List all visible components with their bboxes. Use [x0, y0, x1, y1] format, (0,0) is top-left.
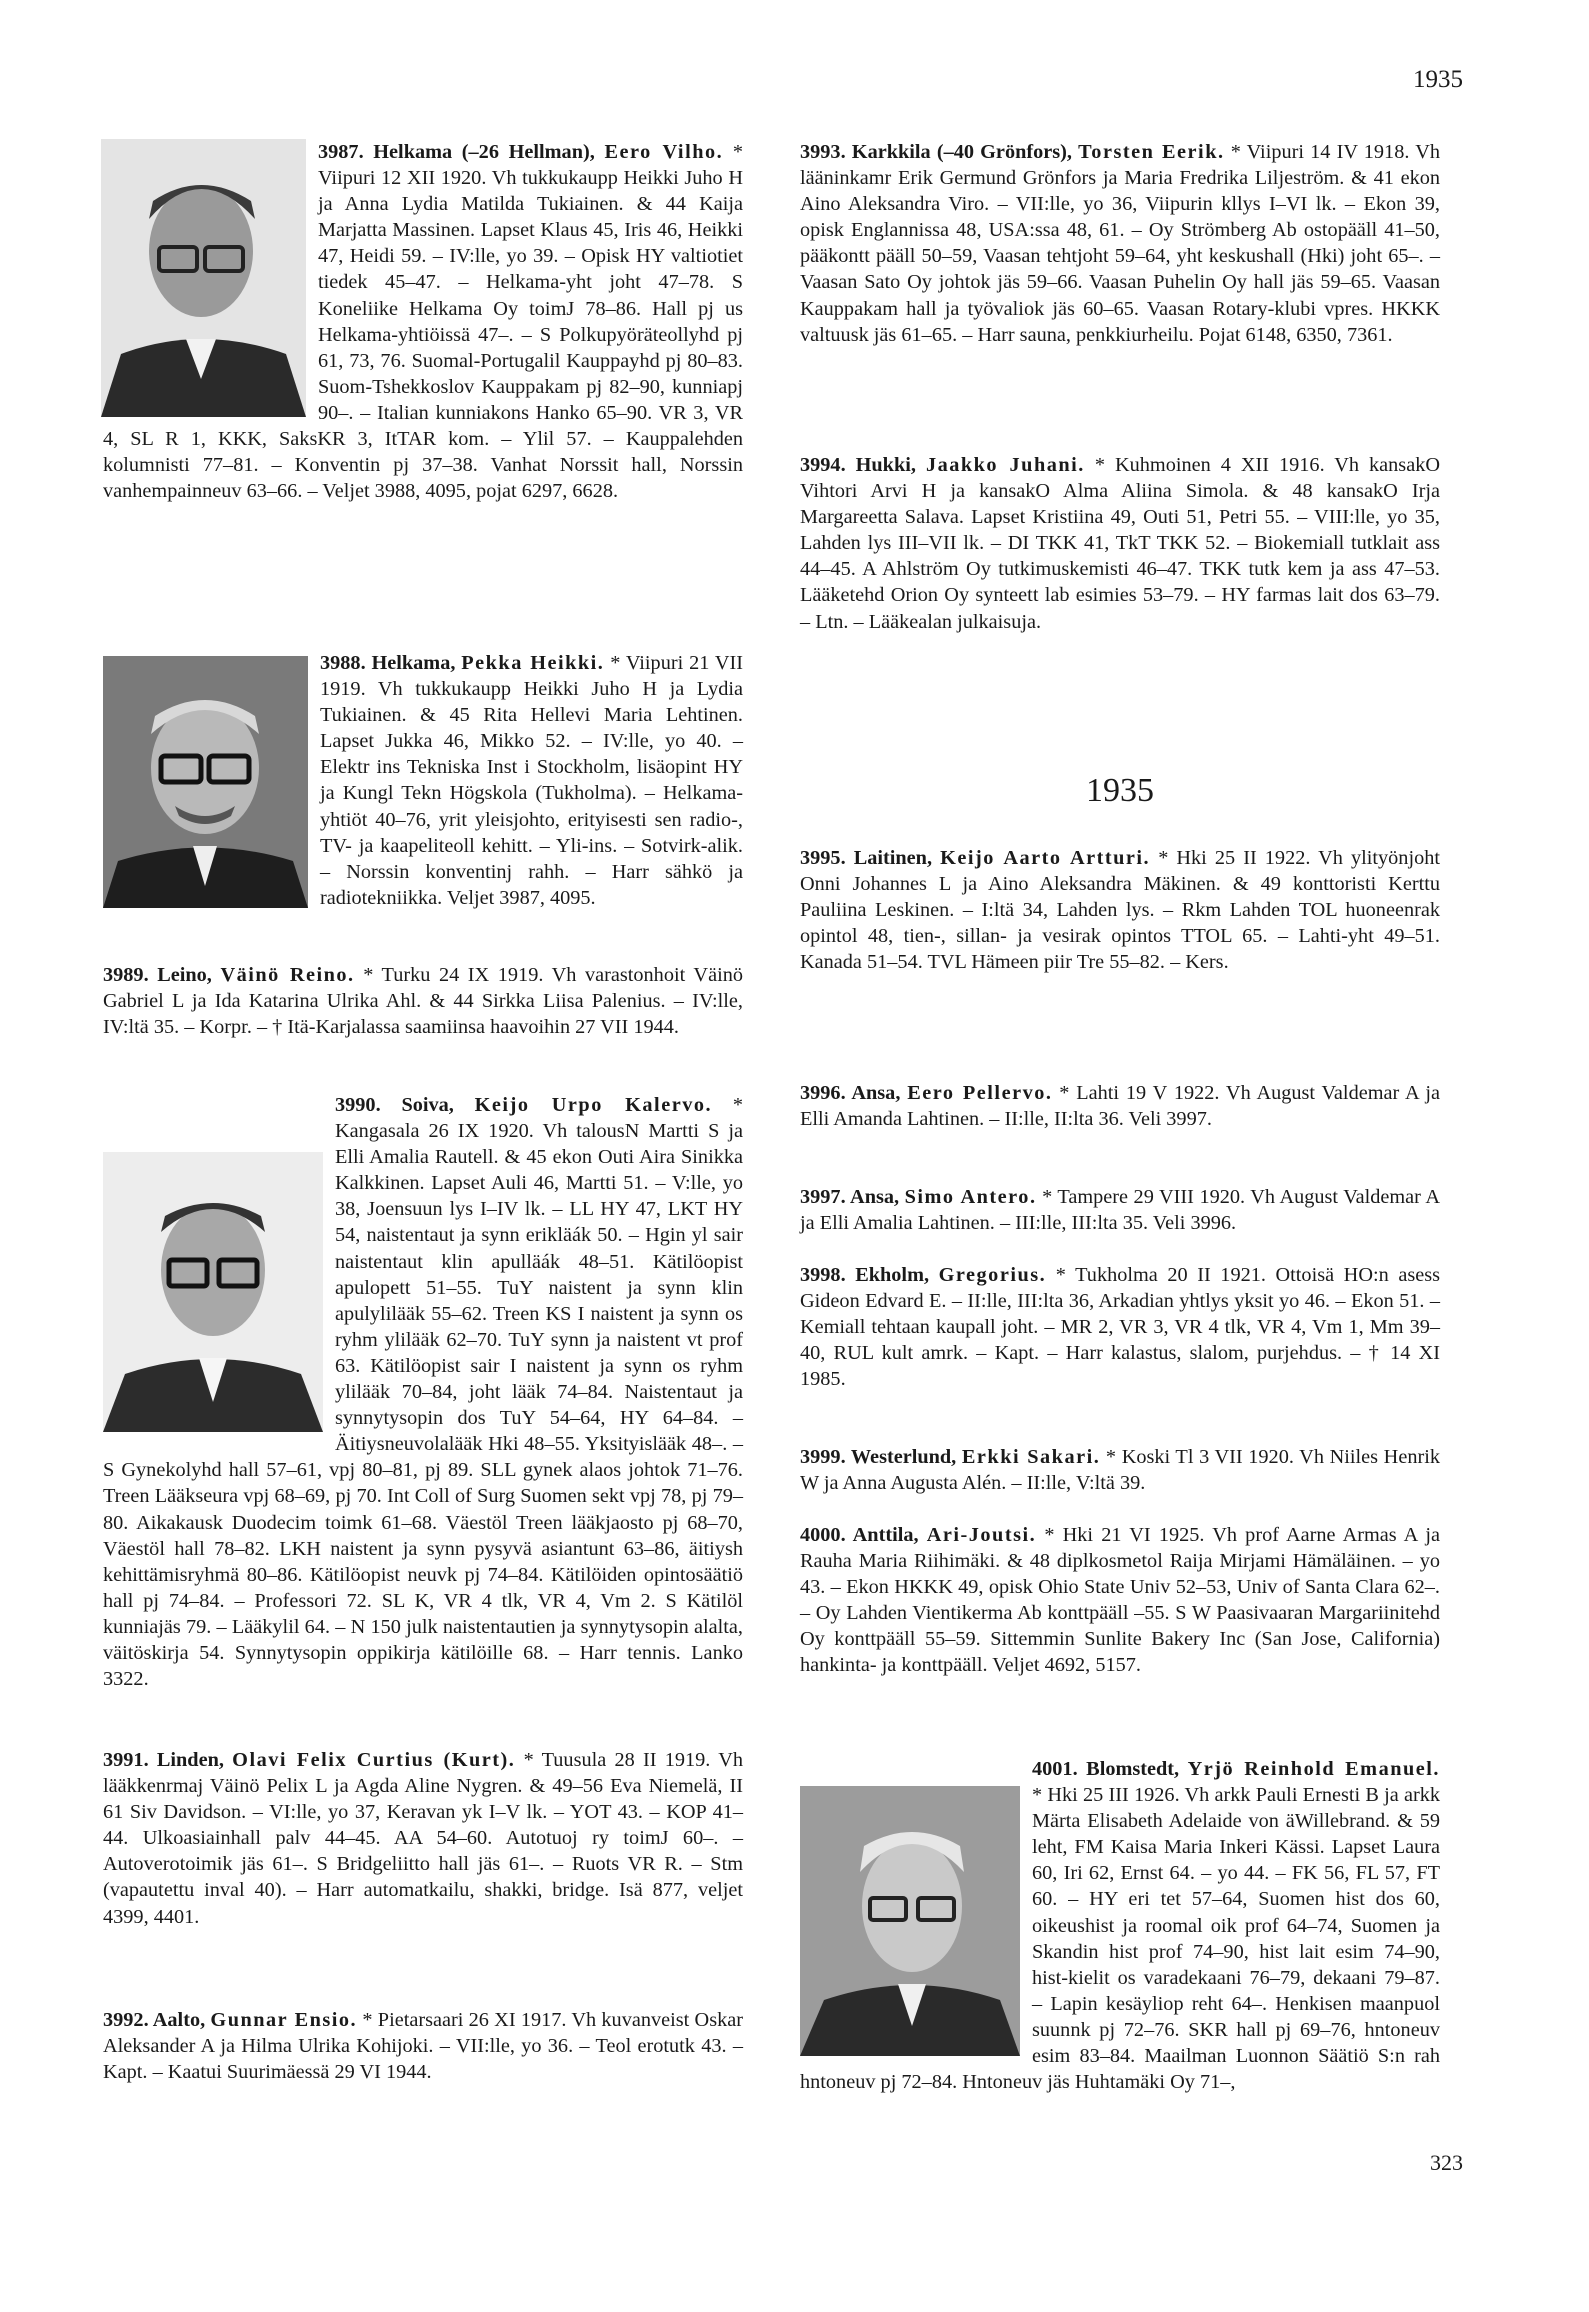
entry-heading-name: Gregorius. — [938, 1264, 1047, 1286]
entry-3995 — [800, 845, 1440, 975]
entry-heading: 3993. Karkkila (–40 Grönfors), — [800, 141, 1079, 163]
entry-heading: 3995. Laitinen, — [800, 847, 941, 869]
section-year-heading: 1935 — [1086, 772, 1154, 809]
entry-heading-name: Keijo Aarto Artturi. — [940, 847, 1151, 869]
entry-heading-name: Torsten Eerik. — [1078, 141, 1225, 163]
portrait-photo — [101, 139, 306, 417]
entry-text: * Tukholma 20 II 1921. Ottoisä HO:n asess Gideon Edvard E. – II:lle, III:lta 36, Arkadian yhtlys yksit yo 46. – Ekon 51. – Kemiall tehtaan kaupall joht. – MR 2, VR 3, VR 4 tlk, VR 4, Vm 1, Mm 39–40, RUL kult amrk. – Kapt. – Harr kalastus, slalom, purjehdus. – † 14 XI 1985. — [800, 1264, 1440, 1391]
entry-heading: 3992. Aalto, — [103, 2009, 211, 2031]
entry-heading: 3998. Ekholm, — [800, 1264, 939, 1286]
entry-heading: 3990. Soiva, — [335, 1094, 475, 1116]
entry-text: * Viipuri 12 XII 1920. Vh tukkukaupp Heikki Juho H ja Anna Lydia Matilda Tukiainen. & 44 Kaija Marjatta Massinen. Lapset Klaus 45, Iris 46, Heikki 47, Heidi 59. – IV:lle, yo 39. – Opisk HY valtiotiet tiedek 45–47. – Helkama-yht joht 47–78. S Koneliike Helkama Oy toimJ 78–86. Hall pj us Helkama-yhtiöissä 47–. – S Polkupyöräteollyhd pj 61, 73, 76. Suomal-Portugalil Kauppayhd pj 80–83. Suom-Tshekkoslov Kauppakam pj 82–90, kunniapj 90–. – Italian kunniakons Hanko 65–90. VR 3, VR 4, SL R 1, KKK, SaksKR 3, ItTAR kom. – Ylil 57. – Kauppalehden kolumnisti 77–81. – Konventin pj 37–38. Vanhat Norssit hall, Norssin vanhempainneuv 63–66. – Veljet 3988, 4095, pojat 6297, 6628. — [103, 141, 743, 503]
entry-heading-name: Ari-Joutsi. — [926, 1524, 1037, 1546]
entry-text: * Hki 25 II 1922. Vh ylityönjoht Onni Johannes L ja Aino Aleksandra Mäkinen. & 49 konttoristi Kerttu Pauliina Leskinen. – I:ltä 34, Lahden lys. – Rkm Lahden TOL huoneenrak opintol 48, tien-, sillan- ja vesirak opintos TTOL 65. – Lahti-yht 49–51. Kanada 51–54. TVL Hämeen piir Tre 55–82. – Kers. — [800, 847, 1440, 974]
entry-heading-name: Erkki Sakari. — [961, 1446, 1101, 1468]
entry-heading-name: Pekka Heikki. — [461, 652, 605, 674]
entry-heading-name: Väinö Reino. — [220, 964, 355, 986]
entry-text: * Hki 21 VI 1925. Vh prof Aarne Armas A ja Rauha Maria Riihimäki. & 48 diplkosmetol Raija Mirjami Hämäläinen. – yo 43. – Ekon HKKK 49, opisk Ohio State Univ 52–53, Univ of Santa Clara 62–. – Oy Lahden Vientikerma Ab konttpääll –55. S W Paasivaaran Margariinitehd Oy konttpääll 55–59. Sittemmin Sunlite Bakery Inc (San Jose, California) hankinta- ja konttpääll. Veljet 4692, 5157. — [800, 1524, 1440, 1677]
entry-heading: 3999. Westerlund, — [800, 1446, 962, 1468]
entry-3999 — [800, 1444, 1440, 1496]
entry-3990 — [103, 1092, 743, 1692]
entry-3994 — [800, 452, 1440, 635]
entry-text: * Tampere 29 VIII 1920. Vh August Valdemar A ja Elli Amalia Lahtinen. – III:lle, III:lta 35. Veli 3996. — [800, 1186, 1441, 1235]
portrait-photo — [800, 1786, 1020, 2056]
page-year-header: 1935 — [1413, 66, 1463, 93]
entry-heading-name: Simo Antero. — [904, 1186, 1037, 1208]
entry-4001 — [800, 1756, 1440, 2095]
entry-text: * Hki 25 III 1926. Vh arkk Pauli Ernesti B ja arkk Märta Elisabeth Adelaide von äWillebrand. & 59 leht, FM Kaisa Maria Inkeri Kässi. Lapset Laura 60, Iri 62, Ernst 64. – yo 44. – FK 56, FL 57, FT 60. – HY eri tet 57–64, Suomen hist dos 60, oikeushist ja roomal oik prof 64–74, Suomen ja Skandin hist prof 74–90, hist lait esim 74–90, hist-kielit os varadekaani 76–79, dekaani 79–87. – Lapin kesäyliop reht 64–. Henkisen maanpuol suunnk pj 72–76. SKR hall pj 69–76, hntoneuv esim 83–84. Maailman Luonnon Säätiö S:n rah hntoneuv pj 72–84. Hntoneuv jäs Huhtamäki Oy 71–, — [800, 1784, 1440, 2094]
entry-heading: 3991. Linden, — [103, 1749, 233, 1771]
entry-heading: 4000. Anttila, — [800, 1524, 927, 1546]
portrait-photo — [103, 656, 308, 908]
entry-3998 — [800, 1262, 1440, 1392]
entry-heading: 3987. Helkama (–26 Hellman), — [318, 141, 605, 163]
entry-3989 — [103, 962, 743, 1040]
entry-heading: 4001. Blomstedt, — [1032, 1758, 1188, 1780]
entry-heading: 3994. Hukki, — [800, 454, 926, 476]
entry-heading-name: Keijo Urpo Kalervo. — [474, 1094, 713, 1116]
entry-heading: 3997. Ansa, — [800, 1186, 905, 1208]
entry-3991 — [103, 1747, 743, 1930]
entry-3992 — [103, 2007, 743, 2085]
entry-text: * Koski Tl 3 VII 1920. Vh Niiles Henrik W ja Anna Augusta Alén. – II:lle, V:ltä 39. — [800, 1446, 1440, 1495]
entry-3988 — [103, 650, 743, 912]
entry-3993 — [800, 139, 1440, 348]
entry-text: * Kangasala 26 IX 1920. Vh talousN Martti S ja Elli Amalia Rautell. & 45 ekon Outi Aira Sinikka Kalkkinen. Lapset Auli 46, Martti 51. – V:lle, yo 38, Joensuun lys I–IV lk. – LL HY 47, LKT HY 54, naistentaut ja synn erikläák 50. – Hgin yl sair naistentaut klin apulläák 48–51. Kätilöopist apulopett 51–55. TuY naistent ja synn klin apulylilääk 55–62. Treen KS I naistent ja synn os ryhm ylilääk 62–70. TuY synn ja naistent vt prof 63. Kätilöopist sair I naistent ja synn os ryhm ylilääk 70–84, joht lääk 74–84. Naistentaut ja synnytysopin dos TuY 54–64, HY 64–84. – Äitiysneuvolalääk Hki 48–55. Yksityislääk 48–. – S Gynekolyhd hall 57–61, vpj 80–81, pj 89. SLL gynek alaos johtok 71–76. Treen Lääkseura vpj 68–69, pj 70. Int Coll of Surg Suomen sekt vpj 78, pj 79–80. Aikakausk Duodecim toimk 61–68. Väestöl Treen lääkjaosto pj 68–70, Väestöl hall 78–82. LKH naistent ja synn pysyvä asiantunt 63–86, äitiysh kehittämisryhmä 80–86. Kätilöopist neuvk pj 74–84. Kätilöiden opintosäätiö hall pj 74–84. – Professori 72. SL K, VR 4 tlk, VR 4, Vm 2. S Kätilöl kunniajäs 79. – Lääkylil 64. – N 150 julk naistentautien ja synnytysopin alalta, väitöskirja 54. Synnytysopin oppikirja kätilöille 68. – Harr tennis. Lanko 3322. — [103, 1094, 743, 1691]
page-number: 323 — [1430, 2150, 1463, 2175]
entry-text: * Kuhmoinen 4 XII 1916. Vh kansakO Vihtori Arvi H ja kansakO Alma Aliina Simola. & 48 kansakO Irja Margareetta Salava. Lapset Kristiina 49, Outi 51, Petri 55. – VIII:lle, yo 35, Lahden lys III–VII lk. – DI TKK 41, TkT TKK 52. – Biokemiall tutklait ass 44–45. A Ahlström Oy tutkimuskemisti 46–47. TKK tutk kem ja ass 47–53. Lääketehd Orion Oy synteett lab esimies 53–79. – HY farmas lait dos 63–79. – Ltn. – Lääkealan julkaisuja. — [800, 454, 1440, 633]
entry-heading: 3988. Helkama, — [320, 652, 462, 674]
entry-heading-name: Gunnar Ensio. — [210, 2009, 358, 2031]
entry-text: * Turku 24 IX 1919. Vh varastonhoit Väinö Gabriel L ja Ida Katarina Ulrika Ahl. & 44 Sirkka Liisa Palenius. – IV:lle, IV:ltä 35. – Korpr. – † Itä-Karjalassa saamiinsa haavoihin 27 VII 1944. — [103, 964, 743, 1039]
entry-heading-name: Jaakko Juhani. — [925, 454, 1085, 476]
entry-text: * Viipuri 21 VII 1919. Vh tukkukaupp Heikki Juho H ja Lydia Tukiainen. & 45 Rita Hellevi Maria Lehtinen. Lapset Jukka 46, Mikko 52. – IV:lle, yo 40. – Elektr ins Tekniska Inst i Stockholm, lisäopint HY ja Kungl Tekn Högskola (Tukholma). – Helkama-yhtiöt 40–76, yrit yleisjohto, erityisesti sen radio-, TV- ja kaapeliteoll kehitt. – Yli-ins. – Sotvirk-alik. – Norssin konventinj rahh. – Harr sähkö ja radiotekniikka. Veljet 3987, 4095. — [320, 652, 743, 909]
entry-heading-name: Eero Pellervo. — [907, 1082, 1053, 1104]
entry-heading-name: Eero Vilho. — [604, 141, 724, 163]
portrait-photo — [103, 1152, 323, 1432]
entry-text: * Tuusula 28 II 1919. Vh lääkkenrmaj Väinö Pelix L ja Agda Aline Nygren. & 49–56 Eva Niemelä, II 61 Siv Davidson. – VI:lle, yo 37, Keravan yk I–V lk. – YOT 43. – KOP 41–44. Ulkoasiainhall palv 44–45. AA 54–60. Autotuoj ry toimJ 60–. – Autoverotoimik jäs 61–. S Bridgeliitto hall jäs 61–. – Ruots VR R. – Stm (vapautettu inval 40). – Harr automatkailu, shakki, bridge. Isä 877, veljet 4399, 4401. — [103, 1749, 743, 1928]
entry-heading-name: Yrjö Reinhold Emanuel. — [1187, 1758, 1440, 1780]
entry-text: * Viipuri 14 IV 1918. Vh lääninkamr Erik Germund Grönfors ja Maria Fredrika Liljeström. & 41 ekon Aino Aleksandra Viro. – VII:lle, yo 36, Viipurin kllys I–VI lk. – Ekon 39, opisk Englannissa 48, USA:ssa 48, 61. – Oy Strömberg Ab ostopääll 41–50, pääkontt pääll 50–59, Vaasan tehtjoht 59–64, yht keskushall (Hki) joht 65–. – Vaasan Sato Oy johtok jäs 59–66. Vaasan Puhelin Oy hall jäs 59–65. Vaasan Kauppakam hall ja työvaliok jäs 60–65. Vaasan Rotary-klubi vpres. HKKK valtuusk jäs 61–65. – Harr sauna, penkkiurheilu. Pojat 6148, 6350, 7361. — [800, 141, 1440, 346]
entry-4000 — [800, 1522, 1440, 1679]
entry-heading-name: Olavi Felix Curtius (Kurt). — [232, 1749, 516, 1771]
entry-3997 — [800, 1184, 1440, 1236]
entry-3996 — [800, 1080, 1440, 1132]
entry-heading: 3989. Leino, — [103, 964, 221, 986]
entry-text: * Pietarsaari 26 XI 1917. Vh kuvanveist Oskar Aleksander A ja Hilma Ulrika Kohijoki. – VII:lle, yo 36. – Teol erotutk 43. – Kapt. – Kaatui Suurimäessä 29 VI 1944. — [103, 2009, 743, 2084]
entry-heading: 3996. Ansa, — [800, 1082, 908, 1104]
entry-text: * Lahti 19 V 1922. Vh August Valdemar A ja Elli Amanda Lahtinen. – II:lle, II:lta 36. Veli 3997. — [800, 1082, 1440, 1131]
entry-3987 — [103, 139, 743, 504]
